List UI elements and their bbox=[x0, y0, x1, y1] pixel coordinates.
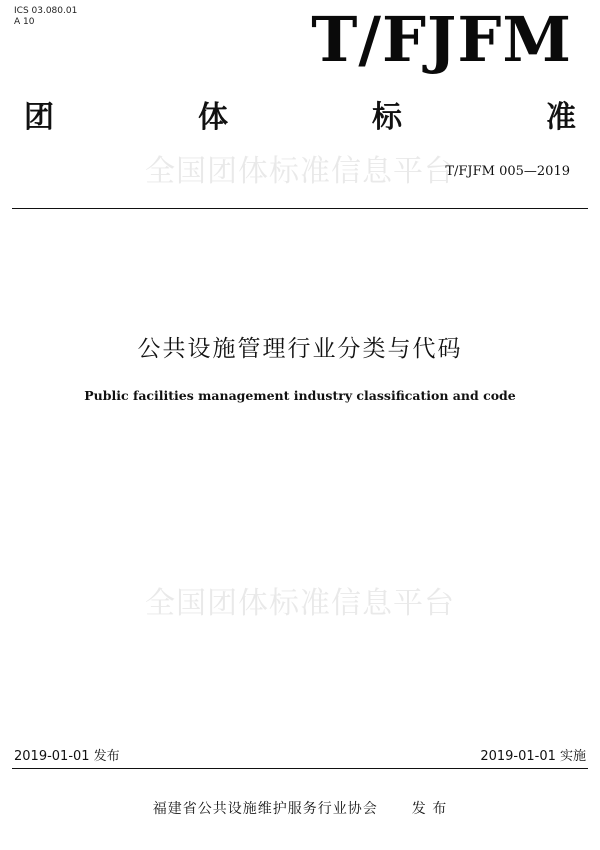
ics-code: ICS 03.080.01 bbox=[14, 6, 78, 16]
publisher-action: 发 布 bbox=[411, 801, 448, 817]
publisher-line bbox=[0, 798, 600, 818]
kind-char: 团 bbox=[24, 100, 54, 135]
document-title-en: Public facilities management industry classification and code bbox=[84, 388, 516, 403]
implementation-date: 2019-01-01 实施 bbox=[480, 749, 586, 764]
standard-number: T/FJFM 005—2019 bbox=[445, 164, 570, 179]
ccs-code: A 10 bbox=[14, 17, 35, 27]
standard-kind bbox=[24, 100, 576, 136]
publisher-org: 福建省公共设施维护服务行业协会 bbox=[152, 801, 378, 817]
footer-divider bbox=[12, 768, 588, 769]
watermark: 全国团体标准信息平台 bbox=[145, 154, 455, 189]
document-title-cn: 公共设施管理行业分类与代码 bbox=[137, 336, 463, 362]
kind-char: 准 bbox=[546, 100, 576, 135]
kind-char: 标 bbox=[372, 100, 402, 135]
kind-char: 体 bbox=[198, 100, 228, 135]
header-divider bbox=[12, 208, 588, 209]
standard-code-mark: T/FJFM bbox=[311, 3, 572, 76]
watermark: 全国团体标准信息平台 bbox=[145, 586, 455, 621]
classification-codes bbox=[14, 6, 77, 28]
publish-date: 2019-01-01 发布 bbox=[14, 749, 120, 764]
